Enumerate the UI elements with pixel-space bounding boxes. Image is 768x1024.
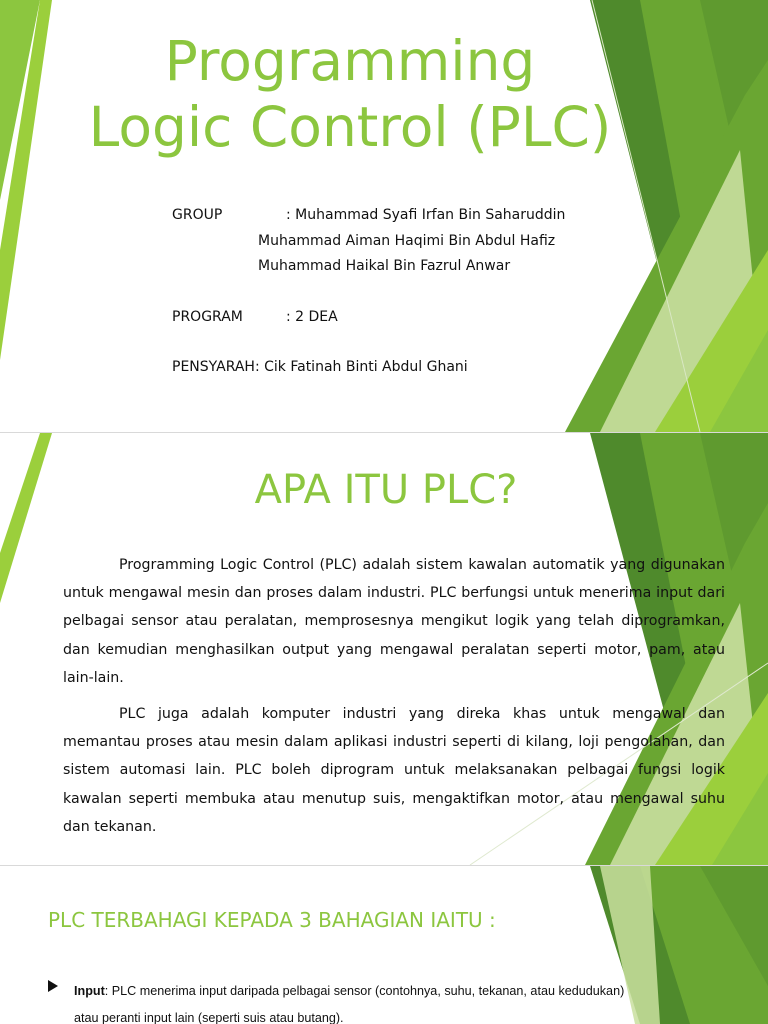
bullet-arrow-icon [48,980,58,992]
section-title [0,467,768,513]
group-member-3: Muhammad Haikal Bin Fazrul Anwar [258,258,511,274]
group-row [172,207,565,223]
paragraph-2: PLC juga adalah komputer industri yang direka khas untuk mengawal dan memantau proses atau mesin dalam aplikasi industri seperti di kilang, loji pengolahan, dan sistem automasi lain. PLC boleh diprogram untuk melaksanakan pelbagai fungsi logik kawalan seperti membuka atau menutup suis, mengaktifkan motor, atau mengawal suhu dan tekanan. [63,706,725,835]
title-line-2: Logic Control (PLC) [88,95,612,159]
pensyarah-value: Cik Fatinah Binti Abdul Ghani [264,359,468,375]
pensyarah-row [172,359,468,375]
group-member-2: Muhammad Aiman Haqimi Bin Abdul Hafiz [258,233,556,249]
bullet-text [74,978,634,1024]
section-title: PLC TERBAHAGI KEPADA 3 BAHAGIAN IAITU : [48,908,496,932]
program-value: : 2 DEA [286,309,338,325]
group-label: GROUP [172,207,223,223]
program-row [172,309,338,325]
slide-apa-itu-plc [0,433,768,865]
title-line-1: Programming [164,29,536,93]
group-member-1: : Muhammad Syafi Irfan Bin Saharuddin [286,207,566,223]
pensyarah-label: PENSYARAH: [172,359,260,375]
slide-bahagian-plc [0,866,768,1024]
section-title-text: APA ITU PLC? [254,467,518,513]
bullet-description: : PLC menerima input daripada pelbagai sensor (contohnya, suhu, tekanan, atau kedudukan) atau peranti input lain (seperti suis atau butang). [74,984,625,1024]
program-label: PROGRAM [172,309,243,325]
bullet-term: Input [74,984,105,998]
title-slide-heading [40,28,660,160]
slide-title [0,0,768,432]
paragraph-1: Programming Logic Control (PLC) adalah sistem kawalan automatik yang digunakan untuk mengawal mesin dan proses dalam industri. PLC berfungsi untuk menerima input dari pelbagai sensor atau peralatan, memprosesnya mengikut logik yang telah diprogramkan, dan kemudian menghasilkan output yang mengawal peralatan seperti motor, pam, atau lain-lain. [63,557,725,686]
